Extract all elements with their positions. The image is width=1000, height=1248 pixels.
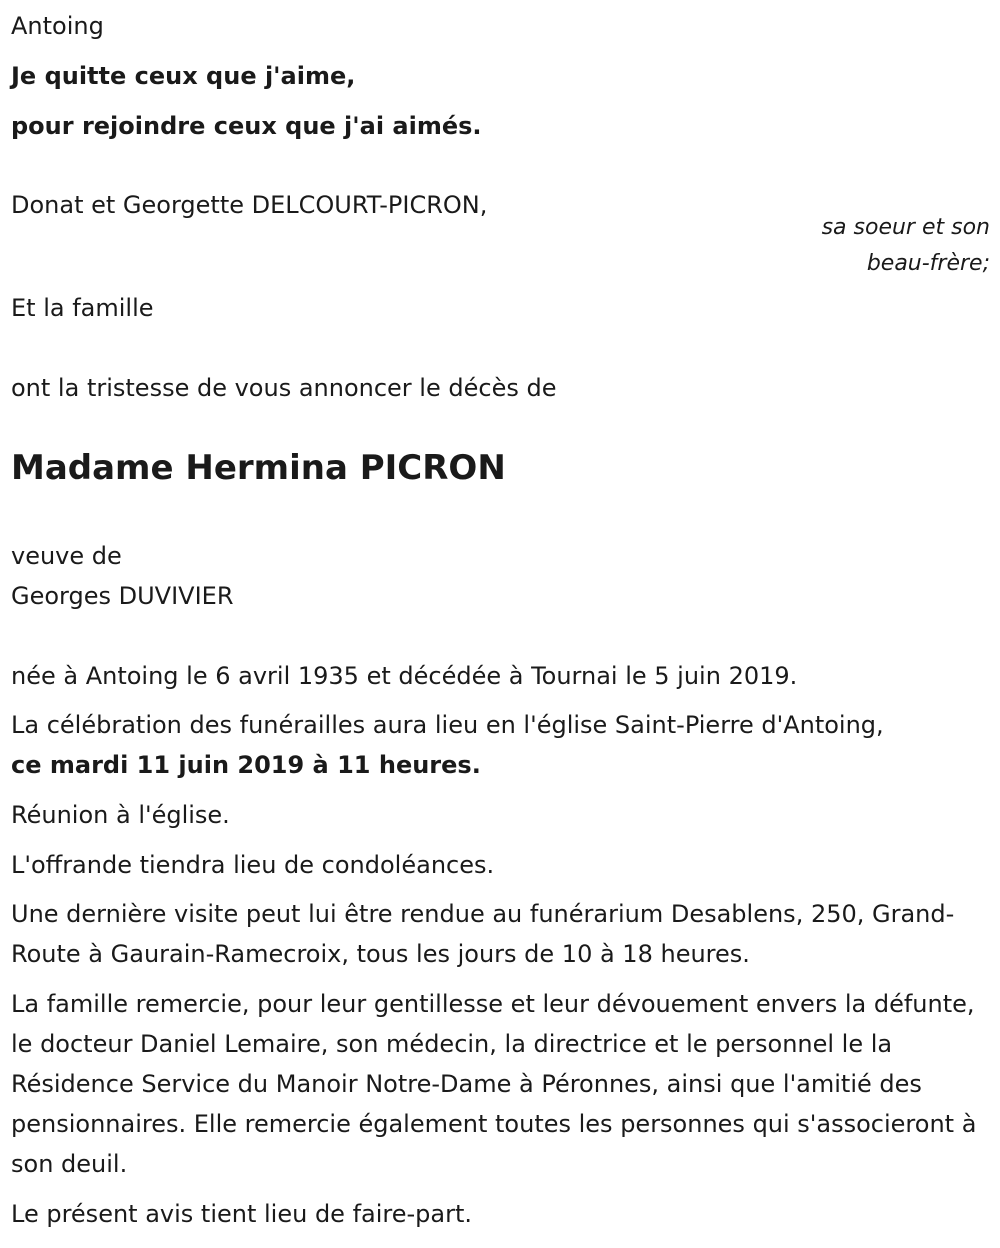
place-name: Antoing (11, 12, 104, 40)
widow-label: veuve de (11, 542, 122, 570)
deceased-name: Madame Hermina PICRON (11, 448, 506, 488)
family-other: Et la famille (11, 294, 154, 322)
offering-text: L'offrande tiendra lieu de condoléances. (11, 851, 495, 879)
thanks-text: La famille remercie, pour leur gentillesse et leur dévouement envers la défunte, le docteur Daniel Lemaire, son médecin, la directrice et le personnel le la Résidence Service du Manoir Notre-Dame à Péronnes, ainsi que l'amitié des pensionnaires. Elle remercie également toutes les personnes qui s'associeront à son deuil. (11, 990, 977, 1178)
birth-death-text: née à Antoing le 6 avril 1935 et décédée à Tournai le 5 juin 2019. (11, 662, 798, 690)
announcement-text: ont la tristesse de vous annoncer le décès de (11, 374, 557, 402)
funeral-intro: La célébration des funérailles aura lieu en l'église Saint-Pierre d'Antoing, (11, 711, 884, 739)
spouse-name: Georges DUVIVIER (11, 582, 234, 610)
quote-line-1: Je quitte ceux que j'aime, (11, 62, 356, 90)
relation-line-1: sa soeur et son (821, 215, 990, 240)
relation-line-2: beau-frère; (866, 251, 990, 276)
family-relation (822, 210, 990, 282)
quote-line-2: pour rejoindre ceux que j'ai aimés. (11, 112, 482, 140)
funeral-date: ce mardi 11 juin 2019 à 11 heures. (11, 751, 481, 779)
visit-text: Une dernière visite peut lui être rendue au funérarium Desablens, 250, Grand-Route à Gaurain-Ramecroix, tous les jours de 10 à 18 heures. (11, 900, 955, 968)
closing-text: Le présent avis tient lieu de faire-part. (11, 1200, 473, 1228)
meeting-text: Réunion à l'église. (11, 801, 230, 829)
family-member-names: Donat et Georgette DELCOURT-PICRON, (11, 191, 488, 219)
